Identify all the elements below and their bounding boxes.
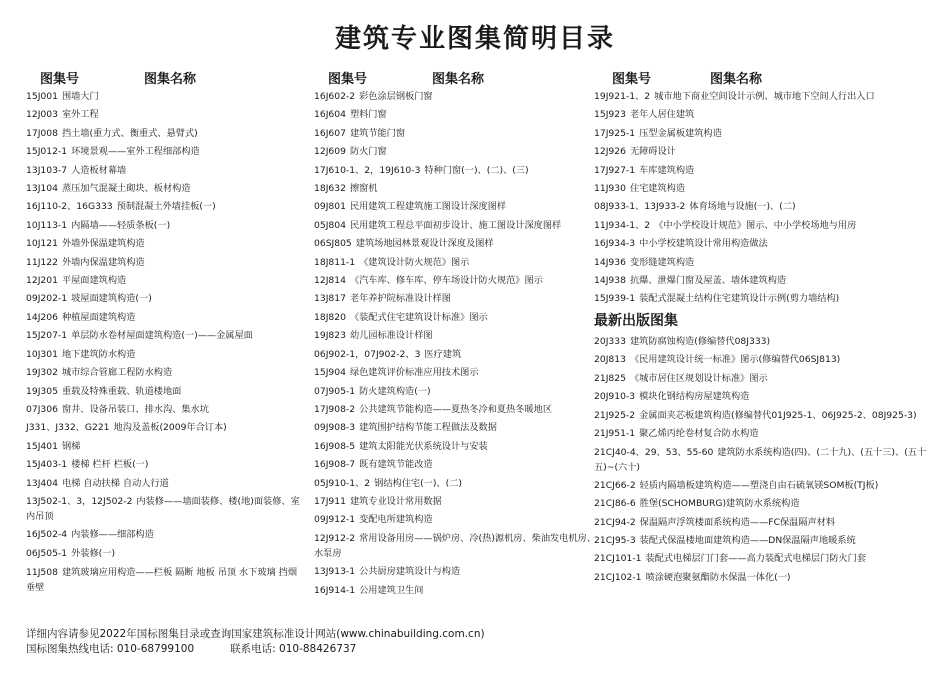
atlas-code: 15J001 [26,91,58,102]
atlas-code: 05J910-1、2 [314,477,371,489]
catalog-entry [26,309,306,327]
header-name: 图集名称 [432,72,485,87]
atlas-code: 17J925-1 [594,127,636,139]
atlas-code: 09J908-3 [314,422,356,434]
atlas-code: 21CJ101-1 [594,553,642,565]
atlas-name: 建筑场地园林景观设计深度及图样 [355,238,494,250]
footer-hotline: 国标图集热线电话: 010-68799100 [26,643,195,655]
catalog-entry [314,106,596,124]
atlas-name: 防火建筑构造(一) [359,385,431,397]
atlas-code: 20J813 [594,354,626,366]
new-publications-list [594,333,944,587]
atlas-name: 住宅建筑构造 [629,183,686,195]
atlas-name: 公共建筑节能构造——夏热冬冷和夏热冬暖地区 [359,403,553,415]
catalog-entry [314,125,596,143]
atlas-name: 电梯 自动扶梯 自动人行道 [61,477,169,489]
atlas-name: 医疗建筑 [424,348,462,360]
catalog-entry [594,514,944,532]
catalog-entry [314,383,596,401]
catalog-entry [314,309,596,327]
atlas-code: 21CJ94-2 [594,516,636,528]
atlas-name: 预制混凝土外墙挂板(一) [116,201,216,213]
atlas-code: 06J902-1，07J902-2、3 [314,348,421,360]
catalog-entry [314,272,596,290]
atlas-name: 种植屋面建筑构造 [61,311,136,323]
atlas-name: 无障碍设计 [629,146,676,158]
atlas-code: 15J923 [594,109,626,121]
catalog-entry [26,526,306,544]
atlas-name: 保温隔声浮筑楼面系统构造——FC保温隔声材料 [639,516,836,528]
catalog-entry [594,532,944,550]
atlas-name: 平屋面建筑构造 [61,275,127,287]
new-publications-heading: 最新出版图集 [594,312,678,329]
header-code: 图集号 [612,72,652,87]
catalog-entry [594,88,944,106]
catalog-entry [26,475,306,493]
atlas-code: 06J505-1 [26,547,68,559]
atlas-code: 21CJ86-6 [594,498,636,510]
column-header [594,66,944,88]
atlas-name: 《装配式住宅建筑设计标准》图示 [349,311,488,323]
atlas-code: 16J110-2、16G333 [26,201,113,213]
atlas-name: 防火门窗 [349,146,387,158]
atlas-name: 喷涂硬泡聚氨酯防水保温一体化(一) [645,571,791,583]
atlas-code: 09J912-1 [314,514,356,526]
catalog-entry [26,383,306,401]
atlas-name: 楼梯 栏杆 栏板(一) [71,459,149,471]
catalog-entry [26,563,306,597]
catalog-entry [314,88,596,106]
atlas-code: 11J930 [594,183,626,195]
catalog-entry [314,530,596,564]
atlas-name: 建筑防腐蚀构造(修编替代08J333) [629,335,771,347]
footer-contact: 联系电话: 010-88426737 [230,643,357,655]
atlas-name: 常用设备用房——锅炉房、冷(热)源机房、柴油发电机房、水泵房 [314,533,596,560]
atlas-code: 19J302 [26,367,58,379]
catalog-entry [26,254,306,272]
atlas-name: 外墙内保温建筑构造 [61,256,145,268]
atlas-code: 07J306 [26,403,58,415]
atlas-code: 11J122 [26,256,58,268]
catalog-entry [26,346,306,364]
atlas-code: 14J938 [594,275,626,287]
catalog-entry [594,254,944,272]
catalog-entry [314,438,596,456]
atlas-code: 17J908-2 [314,403,356,415]
atlas-code: 21CJ95-3 [594,535,636,547]
header-name: 图集名称 [144,72,197,87]
catalog-entry [594,290,944,308]
catalog-entry [594,370,944,388]
catalog-entry [594,333,944,351]
atlas-name: 建筑围护结构节能工程做法及数据 [359,422,497,434]
atlas-code: 08J933-1、13J933-2 [594,201,686,213]
atlas-code: 16J908-5 [314,440,356,452]
atlas-name: 单层防水卷材屋面建筑构造(一)——金属屋面 [71,330,253,342]
atlas-code: 12J926 [594,146,626,158]
atlas-code: 17J927-1 [594,164,636,176]
atlas-name: 外墙外保温建筑构造 [61,238,145,250]
catalog-entry [26,438,306,456]
atlas-name: 聚乙烯丙纶卷材复合防水构造 [639,427,759,439]
atlas-name: 《建筑设计防火规范》图示 [359,256,470,268]
catalog-entry [26,217,306,235]
catalog-entry [594,550,944,568]
atlas-name: 中小学校建筑设计常用构造做法 [639,238,768,250]
atlas-code: 12J003 [26,109,58,121]
atlas-code: 12J609 [314,146,346,158]
atlas-name: 钢梯 [61,440,81,452]
atlas-name: 城市地下商业空间设计示例、城市地下空间人行出入口 [654,91,875,102]
atlas-name: 挡土墙(重力式、衡重式、悬臂式) [61,127,198,139]
catalog-entry [314,235,596,253]
catalog-column-3 [594,66,944,587]
catalog-entry [314,419,596,437]
atlas-code: 18J632 [314,183,346,195]
atlas-name: 窗井、设备吊装口、排水沟、集水坑 [61,403,209,415]
atlas-name: 民用建筑工程总平面初步设计、施工图设计深度图样 [349,219,562,231]
atlas-code: 12J814 [314,275,346,287]
atlas-code: 16J607 [314,127,346,139]
atlas-name: 建筑节能门窗 [349,127,406,139]
atlas-code: 16J502-4 [26,529,68,541]
atlas-code: 13J817 [314,293,346,305]
atlas-name: 体育场地与设施(一)、(二) [689,201,796,213]
catalog-entry [314,162,596,180]
atlas-name: 《中小学校设计规范》图示、中小学校场地与用房 [654,219,857,231]
atlas-code: 13J913-1 [314,566,356,578]
atlas-code: 21CJ102-1 [594,571,642,583]
atlas-name: 装配式保温楼地面建筑构造——DN保温隔声地暖系统 [639,535,856,547]
atlas-code: 20J333 [594,335,626,347]
catalog-entry [594,235,944,253]
atlas-name: 建筑专业设计常用数据 [349,495,442,507]
atlas-name: 重载及特殊重载、轨道楼地面 [61,385,182,397]
atlas-code: 09J202-1 [26,293,68,305]
atlas-name: 建筑防水系统构造(四)、(二十九)、(五十三)、(五十五)~(六十) [594,446,927,473]
atlas-code: 13J103-7 [26,164,68,176]
catalog-entry [594,425,944,443]
atlas-code: 16J934-3 [594,238,636,250]
atlas-name: 公用建筑卫生间 [359,584,424,596]
atlas-name: 装配式电梯层门门套——高力装配式电梯层门防火门套 [645,553,867,565]
atlas-code: 17J008 [26,127,58,139]
atlas-name: 人造板材幕墙 [71,164,127,176]
atlas-code: 14J936 [594,256,626,268]
catalog-entry [26,180,306,198]
catalog-entry [26,198,306,216]
atlas-name: 内装修——墙面装修、楼(地)面装修、室内吊顶 [26,496,300,523]
atlas-code: 14J206 [26,311,58,323]
atlas-code: 21CJ66-2 [594,479,636,491]
catalog-entry [594,443,944,477]
atlas-name: 公共厨房建筑设计与构造 [359,566,461,578]
catalog-entry [26,364,306,382]
catalog-entry [314,327,596,345]
atlas-name: 轻质内隔墙板建筑构造——塑浇自由石硫氧镁SOM板(TJ板) [639,479,879,491]
catalog-entry [314,346,596,364]
atlas-name: 模块化钢结构房屋建筑构造 [639,391,750,403]
atlas-code: 13J404 [26,477,58,489]
atlas-code: 21CJ40-4、29、53、55-60 [594,446,714,458]
catalog-entry [594,125,944,143]
atlas-name: 抗爆、泄爆门窗及屋盖、墙体建筑构造 [629,275,787,287]
atlas-code: 19J921-1、2 [594,91,651,102]
atlas-code: J331、J332、G221 [26,422,110,434]
atlas-name: 蒸压加气混凝土砌块、板材构造 [61,183,191,195]
atlas-code: 07J905-1 [314,385,356,397]
column-header [26,66,306,88]
atlas-code: 10J113-1 [26,219,68,231]
catalog-entry [314,475,596,493]
atlas-code: 21J925-2 [594,409,636,421]
page-title: 建筑专业图集简明目录 [334,24,615,54]
atlas-name: 既有建筑节能改造 [359,459,433,471]
catalog-entry [594,180,944,198]
catalog-entry [26,419,306,437]
atlas-code: 15J403-1 [26,459,68,471]
atlas-name: 彩色涂层钢板门窗 [359,91,433,102]
catalog-entry [26,235,306,253]
catalog-entry [26,545,306,563]
catalog-entry [26,401,306,419]
atlas-code: 10J121 [26,238,58,250]
atlas-code: 10J301 [26,348,58,360]
catalog-entry [314,180,596,198]
atlas-name: 特种门窗(一)、(二)、(三) [424,164,529,176]
catalog-entry [594,407,944,425]
atlas-name: 钢结构住宅(一)、(二) [374,477,462,489]
atlas-name: 建筑太阳能光伏系统设计与安装 [359,440,488,452]
atlas-name: 《汽车库、修车库、停车场设计防火规范》图示 [349,275,543,287]
catalog-entry [594,495,944,513]
atlas-name: 地下建筑防水构造 [61,348,136,360]
catalog-entry [594,477,944,495]
atlas-code: 13J502-1、3，12J502-2 [26,496,133,508]
catalog-entry [314,217,596,235]
atlas-name: 绿色建筑评价标准应用技术图示 [349,367,479,379]
catalog-entry [26,162,306,180]
atlas-name: 塑料门窗 [349,109,387,121]
catalog-entry [314,493,596,511]
atlas-name: 车库建筑构造 [639,164,695,176]
atlas-name: 民用建筑工程建筑施工图设计深度图样 [349,201,507,213]
footer [26,627,485,657]
atlas-code: 16J604 [314,109,346,121]
atlas-code: 15J904 [314,367,346,379]
catalog-entry [594,351,944,369]
catalog-entry [314,563,596,581]
atlas-code: 09J801 [314,201,346,213]
header-code: 图集号 [40,72,80,87]
atlas-name: 变形缝建筑构造 [629,256,695,268]
catalog-entry [26,88,306,106]
atlas-name: 胜堡(SCHOMBURG)建筑防水系统构造 [639,498,800,510]
catalog-entry [26,143,306,161]
atlas-code: 11J508 [26,566,58,578]
catalog-list [26,88,306,597]
catalog-entry [594,198,944,216]
atlas-name: 老年人居住建筑 [629,109,695,121]
atlas-code: 11J934-1、2 [594,219,651,231]
atlas-code: 18J820 [314,311,346,323]
atlas-code: 19J305 [26,385,58,397]
atlas-name: 城市综合管廊工程防水构造 [61,367,173,379]
catalog-entry [594,162,944,180]
atlas-code: 16J602-2 [314,91,356,102]
atlas-code: 17J610-1、2，19J610-3 [314,164,421,176]
atlas-name: 室外工程 [61,109,99,121]
catalog-entry [314,143,596,161]
atlas-name: 坡屋面建筑构造(一) [71,293,152,305]
catalog-entry [314,198,596,216]
atlas-code: 19J823 [314,330,346,342]
atlas-code: 15J401 [26,440,58,452]
atlas-code: 06SJ805 [314,238,352,250]
catalog-column-2 [314,66,596,600]
catalog-list [594,88,944,309]
atlas-name: 内隔墙——轻质条板(一) [71,219,171,231]
catalog-entry [594,217,944,235]
atlas-name: 内装修——细部构造 [71,529,154,541]
catalog-entry [314,511,596,529]
atlas-code: 21J951-1 [594,427,636,439]
catalog-list [314,88,596,600]
atlas-code: 13J104 [26,183,58,195]
atlas-name: 围墙大门 [61,91,99,102]
catalog-entry [314,401,596,419]
catalog-entry [26,290,306,308]
atlas-code: 16J908-7 [314,459,356,471]
atlas-code: 15J012-1 [26,146,68,158]
catalog-entry [26,125,306,143]
catalog-entry [26,106,306,124]
atlas-name: 《城市居住区规划设计标准》图示 [629,372,768,384]
catalog-entry [314,456,596,474]
catalog-entry [314,290,596,308]
catalog-entry [314,364,596,382]
atlas-name: 老年养护院标准设计样图 [349,293,451,305]
atlas-name: 建筑玻璃应用构造——栏板 隔断 地板 吊顶 水下玻璃 挡烟垂壁 [26,566,298,593]
atlas-code: 21J825 [594,372,626,384]
atlas-name: 《民用建筑设计统一标准》图示(修编替代06SJ813) [629,354,841,366]
atlas-name: 装配式混凝土结构住宅建筑设计示例(剪力墙结构) [639,293,840,305]
atlas-name: 地沟及盖板(2009年合订本) [113,422,227,434]
atlas-name: 擦窗机 [349,183,378,195]
header-code: 图集号 [328,72,368,87]
atlas-name: 环境景观——室外工程细部构造 [71,146,200,158]
atlas-code: 12J912-2 [314,533,356,545]
atlas-name: 金属面夹芯板建筑构造(修编替代01J925-1、06J925-2、08J925-3) [639,409,917,421]
catalog-entry [26,272,306,290]
catalog-entry [594,388,944,406]
atlas-code: 18J811-1 [314,256,356,268]
atlas-name: 压型金属板建筑构造 [639,127,722,139]
atlas-code: 05J804 [314,219,346,231]
catalog-entry [314,254,596,272]
atlas-name: 幼儿园标准设计样图 [349,330,433,342]
atlas-code: 15J939-1 [594,293,636,305]
footer-website-note: 详细内容请参见2022年国标图集目录或查询国家建筑标准设计网站(www.chinabuilding.com.cn) [26,628,485,640]
atlas-code: 17J911 [314,495,346,507]
catalog-entry [314,582,596,600]
atlas-code: 16J914-1 [314,584,356,596]
catalog-entry [594,106,944,124]
catalog-entry [26,456,306,474]
catalog-entry [26,493,306,527]
catalog-column-1 [26,66,306,597]
header-name: 图集名称 [710,72,763,87]
atlas-name: 变配电所建筑构造 [359,514,433,526]
column-header [314,66,596,88]
atlas-name: 外装修(一) [71,547,116,559]
atlas-code: 15J207-1 [26,330,68,342]
atlas-code: 20J910-3 [594,391,636,403]
catalog-entry [594,569,944,587]
atlas-code: 12J201 [26,275,58,287]
catalog-entry [594,272,944,290]
catalog-entry [594,143,944,161]
catalog-entry [26,327,306,345]
